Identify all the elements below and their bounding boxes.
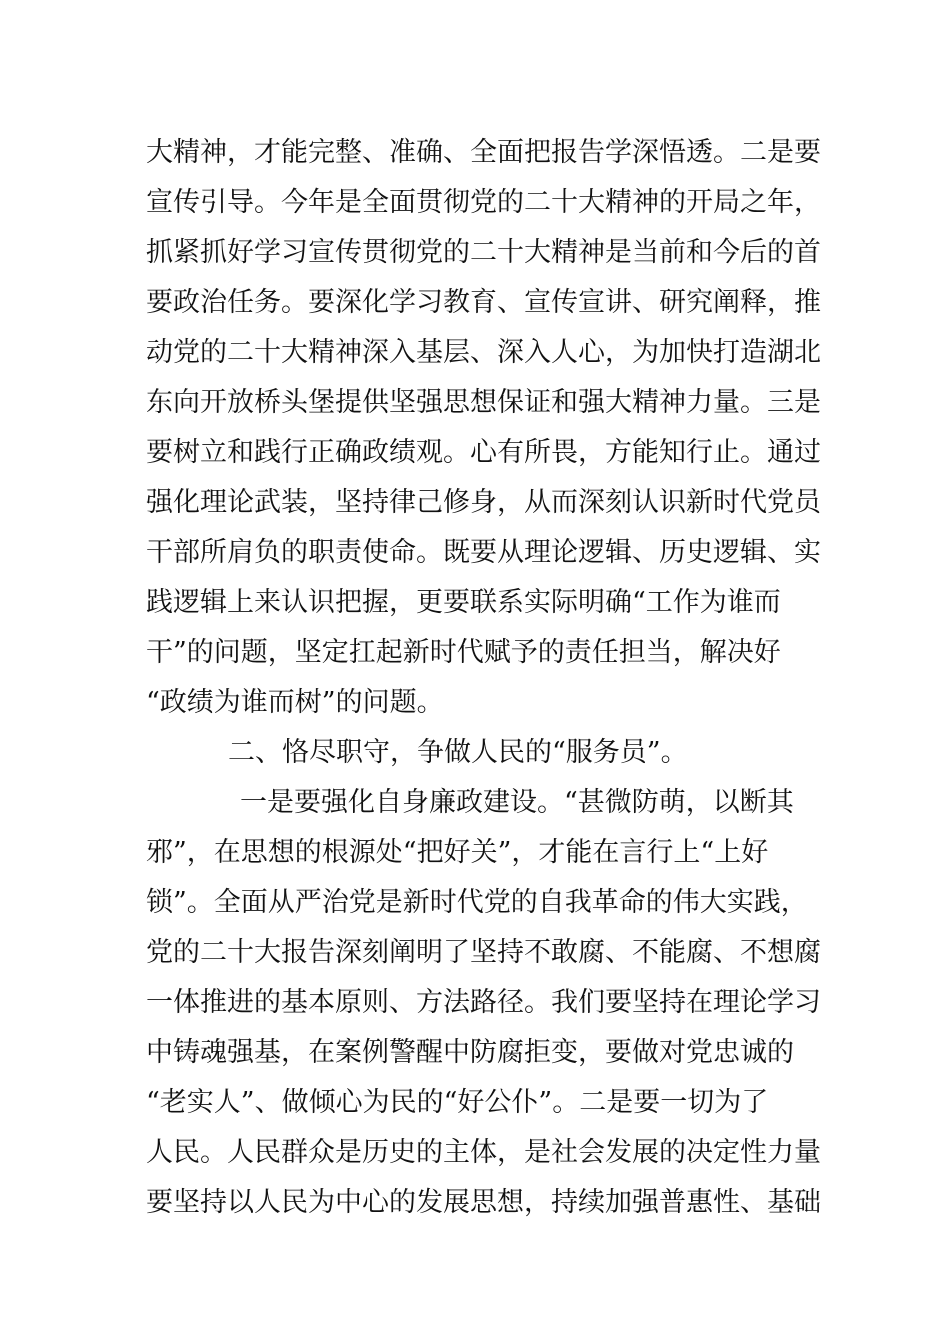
- text-line-10: 践逻辑上来认识把握，更要联系实际明确“工作为谁而: [146, 587, 781, 618]
- text-line-19: 中铸魂强基，在案例警醒中防腐拒变，要做对党忠诚的: [146, 1037, 794, 1068]
- section-heading: 二、恪尽职守，争做人民的“服务员”。: [228, 737, 688, 768]
- text-line-12: “政绩为谁而树”的问题。: [146, 687, 444, 718]
- text-line-18: 一体推进的基本原则、方法路径。我们要坚持在理论学习: [146, 987, 821, 1018]
- text-line-6: 东向开放桥头堡提供坚强思想保证和强大精神力量。三是: [146, 387, 821, 418]
- document-body: [146, 128, 821, 1228]
- text-line-5: 动党的二十大精神深入基层、深入人心，为加快打造湖北: [146, 337, 821, 368]
- text-line-20: “老实人”、做倾心为民的“好公仆”。二是要一切为了: [146, 1087, 769, 1118]
- text-line-22: 要坚持以人民为中心的发展思想，持续加强普惠性、基础: [146, 1187, 821, 1218]
- text-line-14: 一是要强化自身廉政建设。“甚微防萌，以断其: [240, 787, 794, 818]
- text-line-21: 人民。人民群众是历史的主体，是社会发展的决定性力量: [146, 1137, 821, 1168]
- text-line-3: 抓紧抓好学习宣传贯彻党的二十大精神是当前和今后的首: [146, 237, 821, 268]
- text-line-9: 干部所肩负的职责使命。既要从理论逻辑、历史逻辑、实: [146, 537, 821, 568]
- text-line-2: 宣传引导。今年是全面贯彻党的二十大精神的开局之年，: [146, 187, 821, 218]
- text-line-1: 大精神，才能完整、准确、全面把报告学深悟透。二是要: [146, 137, 821, 168]
- text-line-7: 要树立和践行正确政绩观。心有所畏，方能知行止。通过: [146, 437, 821, 468]
- text-line-16: 锁”。全面从严治党是新时代党的自我革命的伟大实践，: [146, 887, 808, 918]
- text-line-15: 邪”，在思想的根源处“把好关”，才能在言行上“上好: [146, 837, 769, 868]
- text-line-11: 干”的问题，坚定扛起新时代赋予的责任担当，解决好: [146, 637, 781, 668]
- text-line-8: 强化理论武装，坚持律己修身，从而深刻认识新时代党员: [146, 487, 821, 518]
- text-line-17: 党的二十大报告深刻阐明了坚持不敢腐、不能腐、不想腐: [146, 937, 821, 968]
- text-line-4: 要政治任务。要深化学习教育、宣传宣讲、研究阐释，推: [146, 287, 821, 318]
